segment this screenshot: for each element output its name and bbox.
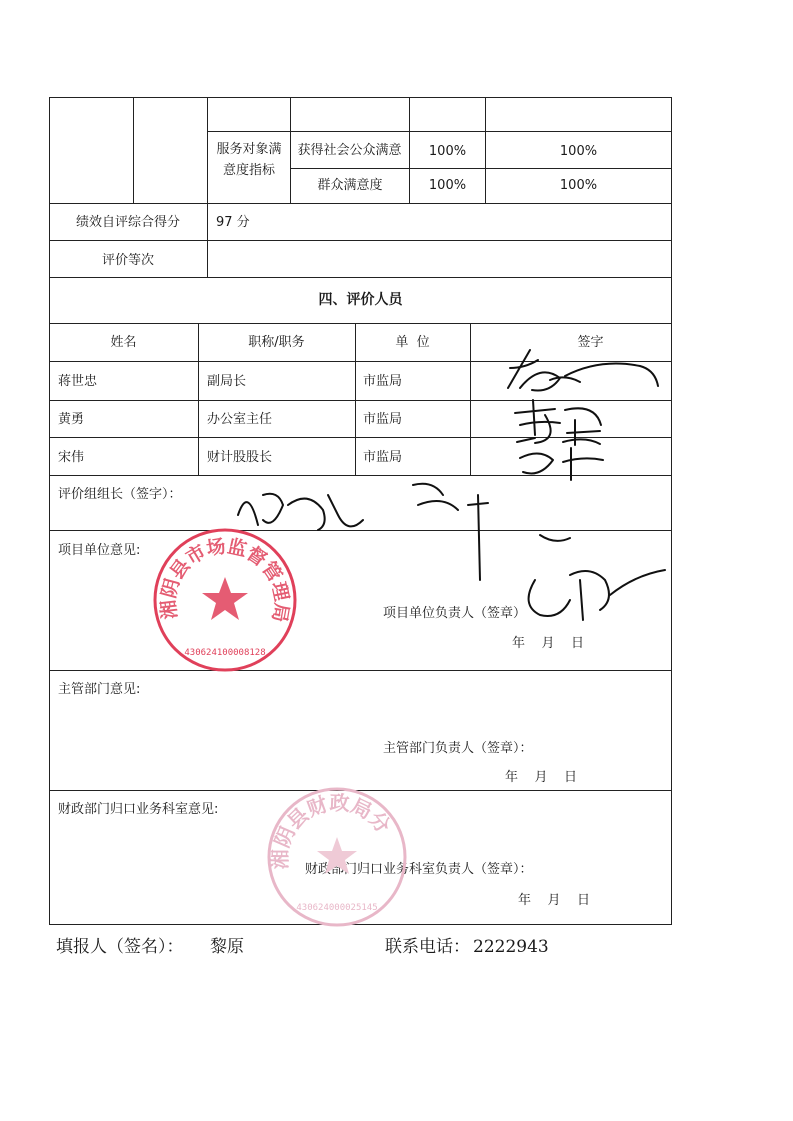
filler-label: 填报人（签名）： (56, 937, 184, 957)
project-unit-stamp-code: 430624100008128 (184, 648, 266, 658)
person-name: 蒋世忠 (58, 374, 98, 389)
person-title: 财计股股长 (207, 450, 273, 465)
finance-date: 年 月 日 (518, 893, 591, 908)
grid-line (49, 203, 672, 204)
dept-label: 主管部门意见: (58, 682, 141, 697)
project-unit-label: 项目单位意见: (58, 543, 141, 558)
score-label: 绩效自评综合得分 (75, 215, 180, 230)
phone-label: 联系电话： (385, 937, 470, 957)
finance-stamp (262, 782, 412, 932)
person-name: 黄勇 (58, 412, 85, 427)
form-border-right (671, 97, 672, 925)
grade-label: 评价等次 (101, 253, 154, 268)
header-title: 职称/职务 (248, 335, 305, 350)
grid-line (49, 240, 672, 241)
indicator-name-text: 获得社会公众满意 (297, 143, 402, 158)
grid-line (290, 168, 672, 169)
finance-signer: 财政部门归口业务科室负责人（签章）： (305, 862, 533, 877)
project-unit-signer: 项目单位负责人（签章） (383, 606, 527, 621)
header-unit: 单 位 (395, 335, 430, 350)
project-unit-date: 年 月 日 (512, 636, 585, 651)
filler-name: 黎原 (210, 937, 244, 957)
indicator-name (291, 132, 408, 168)
grid-line (49, 670, 672, 671)
dept-signer: 主管部门负责人（签章）： (383, 741, 533, 756)
leader-label: 评价组组长（签字）： (58, 487, 182, 502)
person-unit: 市监局 (363, 412, 403, 427)
person-unit: 市监局 (363, 450, 403, 465)
header-name: 姓名 (110, 335, 137, 350)
indicator-category: 服务对象满意度指标 (216, 142, 282, 178)
indicator-name: 群众满意度 (317, 178, 383, 193)
indicator-target: 100% (428, 144, 467, 159)
finance-label: 财政部门归口业务科室意见: (58, 802, 219, 817)
grid-line (207, 131, 672, 132)
indicator-actual: 100% (559, 178, 598, 193)
person-name: 宋伟 (58, 450, 85, 465)
indicator-actual: 100% (559, 144, 598, 159)
grid-line (49, 277, 672, 278)
project-unit-stamp-text: 湘阴县市场监督管理局 (157, 535, 293, 624)
person-unit: 市监局 (363, 374, 403, 389)
score-value: 97 分 (216, 215, 250, 230)
dept-date: 年 月 日 (505, 770, 578, 785)
signature-leader (228, 475, 528, 585)
form-border-top (49, 97, 672, 98)
person-title: 办公室主任 (207, 412, 273, 427)
person-title: 副局长 (207, 374, 247, 389)
grid-line (49, 323, 672, 324)
finance-stamp-code: 430624000025145 (296, 903, 378, 913)
indicator-target: 100% (428, 178, 467, 193)
finance-stamp-text: 湘阴县财政局分 (267, 790, 396, 870)
header-signature: 签字 (577, 335, 604, 350)
grid-line (133, 97, 134, 203)
grid-line (470, 323, 471, 475)
section-title: 四、评价人员 (318, 292, 403, 308)
signature-project-unit (495, 520, 670, 630)
grid-line (207, 97, 208, 278)
phone-value: 2222943 (473, 937, 549, 957)
